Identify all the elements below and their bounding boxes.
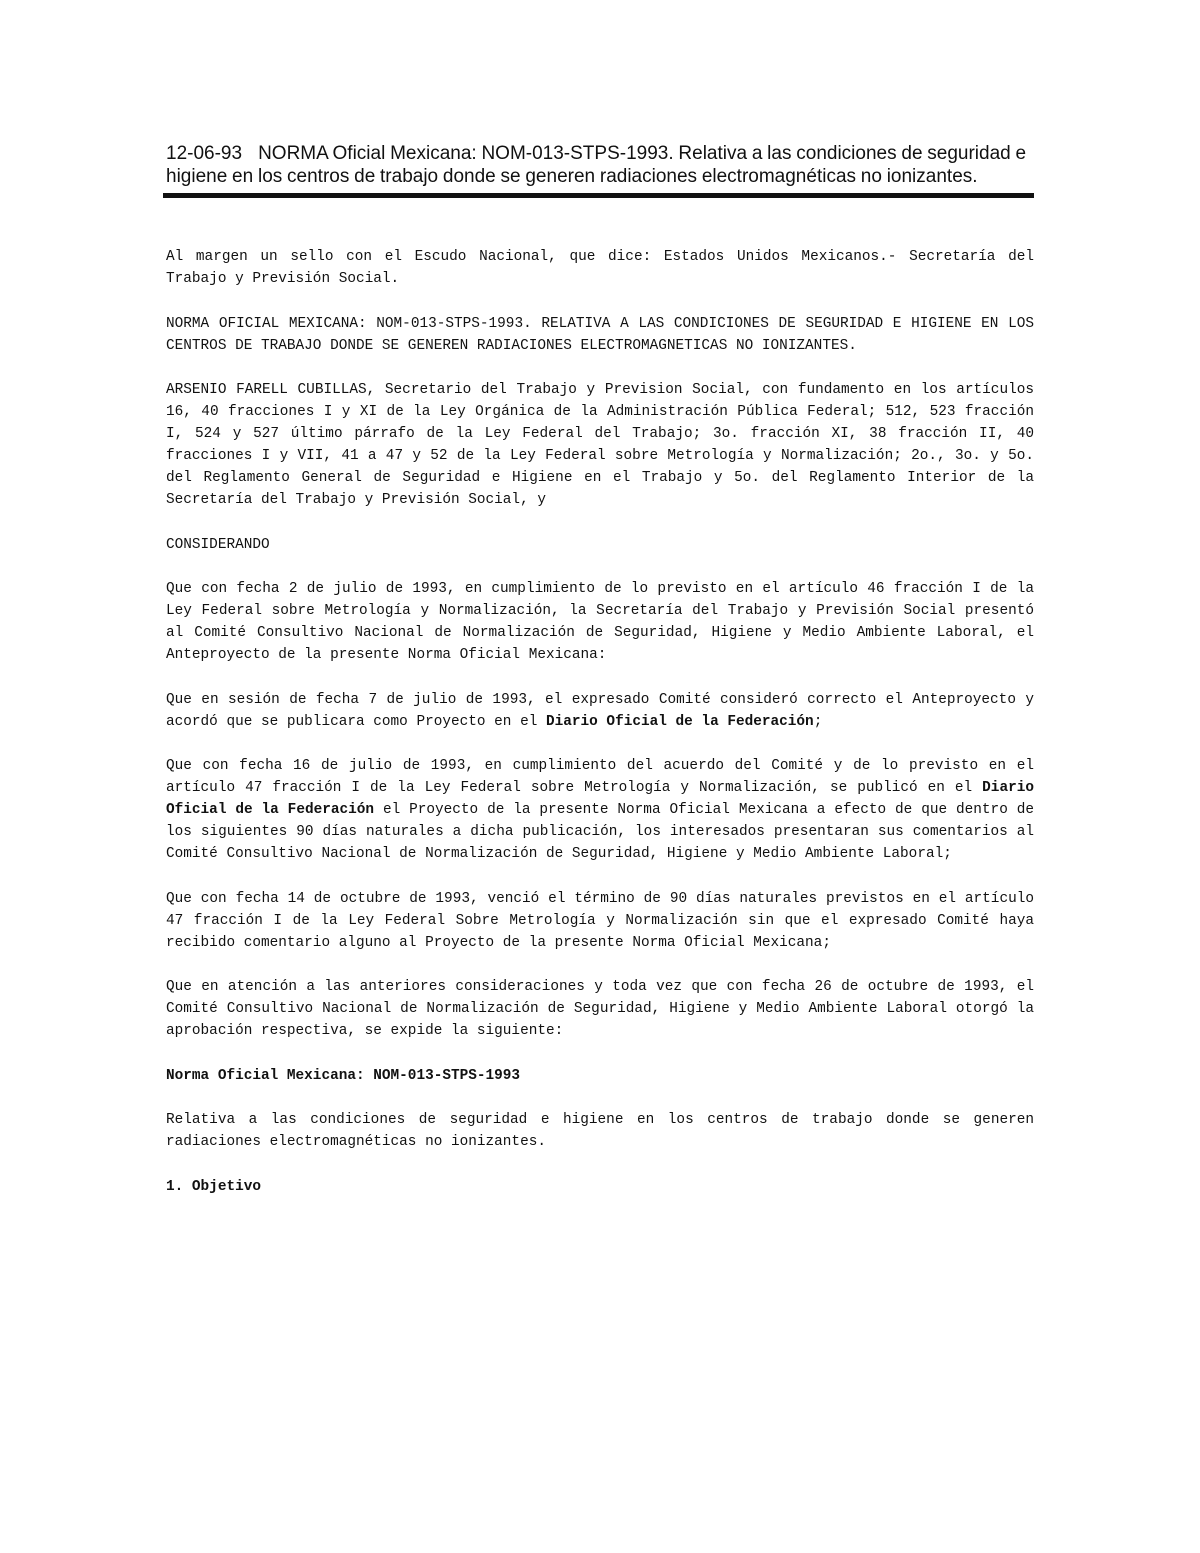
p7-text-c: el Proyecto de la presente Norma Oficial Mexicana a efecto de que dentro de los siguientes 90 días naturales a dicha publicación, los interesados presentaran sus comentarios al Comité Consultivo Nacional de Normalización de Seguridad, Higiene y Medio Ambiente Laboral; (166, 802, 1034, 862)
document-header (166, 142, 1034, 188)
document-page (166, 142, 1034, 1220)
considerando-paragraph-3 (166, 755, 1034, 865)
document-body (166, 246, 1034, 1198)
p6-text-a: Que en sesión de fecha 7 de julio de 1993, el expresado Comité consideró correcto el Anteproyecto y acordó que se publicara como Proyecto en el (166, 691, 1034, 730)
considerando-paragraph-1: Que con fecha 2 de julio de 1993, en cumplimiento de lo previsto en el artículo 46 fracción I de la Ley Federal sobre Metrología y Normalización, la Secretaría del Trabajo y Previsión Social presentó al Comité Consultivo Nacional de Normalización de Seguridad, Higiene y Medio Ambiente Laboral, el Anteproyecto de la presente Norma Oficial Mexicana: (166, 581, 1034, 663)
considerando-paragraph-5: Que en atención a las anteriores consideraciones y toda vez que con fecha 26 de octubre de 1993, el Comité Consultivo Nacional de Normalización de Seguridad, Higiene y Medio Ambiente Laboral otorgó la aprobación respectiva, se expide la siguiente: (166, 979, 1034, 1039)
p6-text-c: ; (813, 713, 823, 730)
section-objetivo-heading: 1. Objetivo (166, 1178, 261, 1195)
norm-heading-paragraph: NORMA OFICIAL MEXICANA: NOM-013-STPS-1993. RELATIVA A LAS CONDICIONES DE SEGURIDAD E HIGIENE EN LOS CENTROS DE TRABAJO DONDE SE GENEREN RADIACIONES ELECTROMAGNETICAS NO IONIZANTES. (166, 315, 1034, 354)
seal-paragraph: Al margen un sello con el Escudo Nacional, que dice: Estados Unidos Mexicanos.- Secretaría del Trabajo y Previsión Social. (166, 249, 1034, 287)
norm-title: Norma Oficial Mexicana: NOM-013-STPS-1993 (166, 1067, 521, 1084)
document-title: NORMA Oficial Mexicana: NOM-013-STPS-1993. Relativa a las condiciones de seguridad e higiene en los centros de trabajo donde se generen radiaciones electromagnéticas no ionizantes. (166, 143, 1027, 187)
considerando-paragraph-2 (166, 689, 1034, 733)
publication-date: 12-06-93 (166, 143, 243, 164)
norm-subtitle: Relativa a las condiciones de seguridad e higiene en los centros de trabajo donde se generen radiaciones electromagnéticas no ionizantes. (166, 1112, 1034, 1150)
diario-oficial-ref-2: Diario Oficial de la Federación (166, 780, 1034, 818)
considerando-paragraph-4: Que con fecha 14 de octubre de 1993, venció el término de 90 días naturales previstos en el artículo 47 fracción I de la Ley Federal Sobre Metrología y Normalización sin que el expresado Comité haya recibido comentario alguno al Proyecto de la presente Norma Oficial Mexicana; (166, 890, 1034, 951)
p7-text-a: Que con fecha 16 de julio de 1993, en cumplimiento del acuerdo del Comité y de lo previsto en el artículo 47 fracción I de la Ley Federal sobre Metrología y Normalización, se publicó en el (166, 758, 1034, 796)
legal-basis-paragraph: ARSENIO FARELL CUBILLAS, Secretario del Trabajo y Prevision Social, con fundamento en los artículos 16, 40 fracciones I y XI de la Ley Orgánica de la Administración Pública Federal; 512, 523 fracción I, 524 y 527 último párrafo de la Ley Federal del Trabajo; 3o. fracción XI, 38 fracción II, 40 fracciones I y VII, 41 a 47 y 52 de la Ley Federal sobre Metrología y Normalización; 2o., 3o. y 5o. del Reglamento General de Seguridad e Higiene en el Trabajo y 5o. del Reglamento Interior de la Secretaría del Trabajo y Previsión Social, y (166, 382, 1034, 508)
considerando-heading: CONSIDERANDO (166, 536, 270, 553)
diario-oficial-ref-1: Diario Oficial de la Federación (545, 713, 814, 730)
header-rule (163, 193, 1034, 198)
